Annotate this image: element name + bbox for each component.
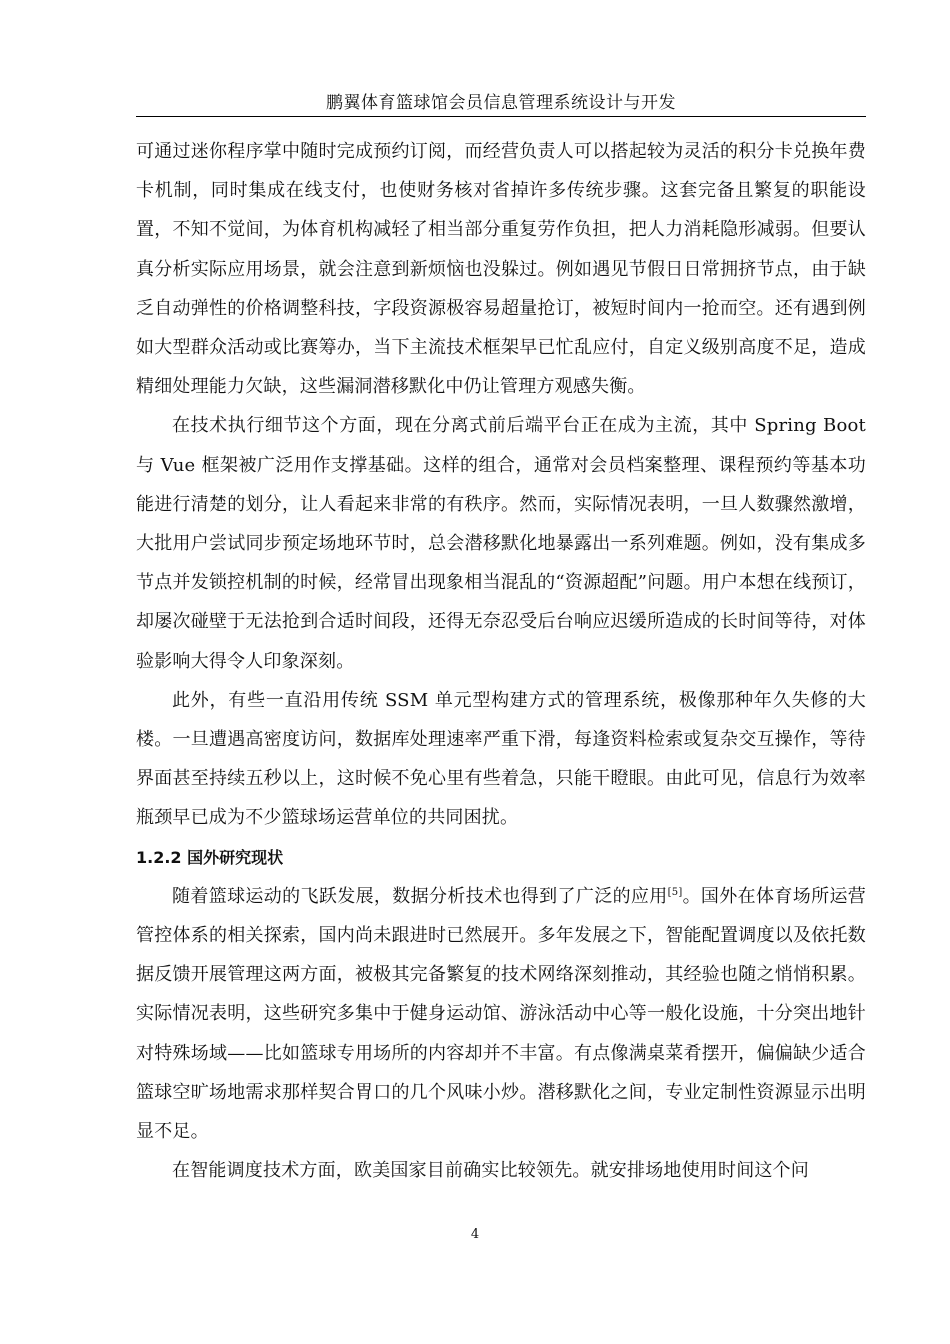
paragraph-foreign-research	[136, 877, 866, 1151]
header-rule	[136, 116, 866, 117]
paragraph-continued: 可通过迷你程序掌中随时完成预约订阅，而经营负责人可以搭起较为灵活的积分卡兑换年费卡机制，同时集成在线支付，也使财务核对省掉许多传统步骤。这套完备且繁复的职能设置，不知不觉间，为体育机构减轻了相当部分重复劳作负担，把人力消耗隐形减弱。但要认真分析实际应用场景，就会注意到新烦恼也没躲过。例如遇见节假日日常拥挤节点，由于缺乏自动弹性的价格调整科技，字段资源极容易超量抢订，被短时间内一抢而空。还有遇到例如大型群众活动或比赛筹办，当下主流技术框架早已忙乱应付，自定义级别高度不足，造成精细处理能力欠缺，这些漏洞潜移默化中仍让管理方观感失衡。	[136, 141, 866, 398]
paragraph-text-before-citation: 随着篮球运动的飞跃发展，数据分析技术也得到了广泛的应用	[172, 885, 668, 907]
citation-marker: [5]	[667, 886, 683, 898]
paragraph-ssm-systems: 此外，有些一直沿用传统 SSM 单元型构建方式的管理系统，极像那种年久失修的大楼。一旦遭遇高密度访问，数据库处理速率严重下滑，每逢资料检索或复杂交互操作，等待界面甚至持续五秒以上，这时候不免心里有些着急，只能干瞪眼。由此可见，信息行为效率瓶颈早已成为不少篮球场运营单位的共同困扰。	[136, 689, 866, 829]
running-header: 鹏翼体育篮球馆会员信息管理系统设计与开发	[326, 93, 676, 113]
document-body	[136, 132, 866, 1190]
paragraph-smart-scheduling: 在智能调度技术方面，欧美国家目前确实比较领先。就安排场地使用时间这个问	[172, 1160, 809, 1182]
paragraph-tech-details: 在技术执行细节这个方面，现在分离式前后端平台正在成为主流，其中 Spring Boot 与 Vue 框架被广泛用作支撑基础。这样的组合，通常对会员档案整理、课程预约等基本功能进行清楚的划分，让人看起来非常的有秩序。然而，实际情况表明，一旦人数骤然激增，大批用户尝试同步预定场地环节时，总会潜移默化地暴露出一系列难题。例如，没有集成多节点并发锁控机制的时候，经常冒出现象相当混乱的“资源超配”问题。用户本想在线预订，却屡次碰壁于无法抢到合适时间段，还得无奈忍受后台响应迟缓所造成的长时间等待，对体验影响大得令人印象深刻。	[136, 415, 866, 672]
section-heading: 1.2.2 国外研究现状	[136, 847, 284, 867]
page-number: 4	[470, 1227, 480, 1242]
paragraph-text-after-citation: 。国外在体育场所运营管控体系的相关探索，国内尚未跟进时已然展开。多年发展之下，智能配置调度以及依托数据反馈开展管理这两方面，被极其完备繁复的技术网络深刻推动，其经验也随之悄悄积累。实际情况表明，这些研究多集中于健身运动馆、游泳活动中心等一般化设施，十分突出地针对特殊场域——比如篮球专用场所的内容却并不丰富。有点像满桌菜肴摆开，偏偏缺少适合篮球空旷场地需求那样契合胃口的几个风味小炒。潜移默化之间，专业定制性资源显示出明显不足。	[136, 885, 866, 1143]
